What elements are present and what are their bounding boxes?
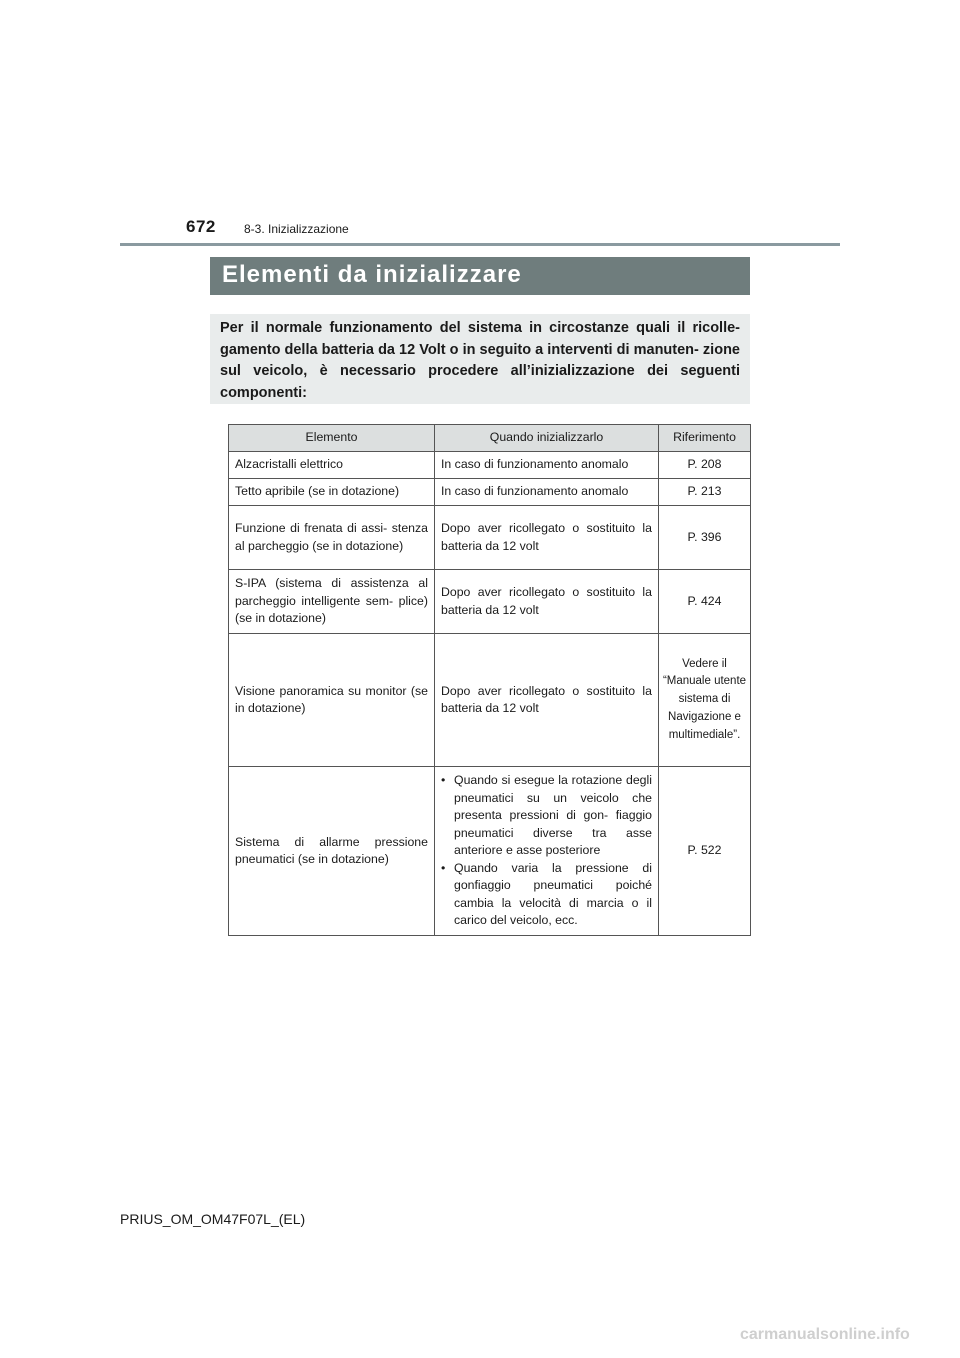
cell-when: In caso di funzionamento anomalo [435,479,659,506]
cell-reference: Vedere il “Manuale utente sistema di Navigazione e multimediale”. [659,634,751,767]
column-header-when: Quando inizializzarlo [435,425,659,452]
cell-when: Dopo aver ricollegato o sostituito la batteria da 12 volt [435,634,659,767]
cell-when: In caso di funzionamento anomalo [435,452,659,479]
table-row [229,634,751,767]
table-row [229,570,751,634]
cell-item: Funzione di frenata di assi- stenza al parcheggio (se in dotazione) [229,506,435,570]
intro-box [210,314,750,404]
table-row [229,452,751,479]
table-row [229,479,751,506]
cell-reference: P. 424 [659,570,751,634]
when-bullet-list [441,772,652,930]
table-row [229,767,751,936]
table-header-row [229,425,751,452]
page-title: Elementi da inizializzare [222,261,522,288]
column-header-element: Elemento [229,425,435,452]
list-item: • Quando si esegue la rotazione degli pneumatici su un veicolo che presenta pressioni di gon- fiaggio pneumatici diverse tra asse anteriore e asse posteriore [441,772,652,860]
cell-when [435,767,659,936]
cell-item: S-IPA (sistema di assistenza al parcheggio intelligente sem- plice) (se in dotazione) [229,570,435,634]
watermark: carmanualsonline.info [740,1326,910,1343]
table-row [229,506,751,570]
header-divider [120,243,840,246]
cell-when: Dopo aver ricollegato o sostituito la batteria da 12 volt [435,506,659,570]
cell-reference: P. 396 [659,506,751,570]
intro-text: Per il normale funzionamento del sistema in circostanze quali il ricolle- gamento della batteria da 12 Volt o in seguito a interventi di manuten- zione sul veicolo, è necessario procedere all’inizializzazione dei seguenti componenti: [220,320,740,401]
section-label: 8-3. Inizializzazione [244,222,349,236]
document-code: PRIUS_OM_OM47F07L_(EL) [120,1211,306,1227]
list-item: • Quando varia la pressione di gonfiaggio pneumatici poiché cambia la velocità di marcia o il carico del veicolo, ecc. [441,860,652,930]
cell-item: Tetto apribile (se in dotazione) [229,479,435,506]
page-number: 672 [186,217,216,236]
cell-reference: P. 208 [659,452,751,479]
cell-item: Alzacristalli elettrico [229,452,435,479]
cell-reference: P. 522 [659,767,751,936]
cell-when: Dopo aver ricollegato o sostituito la batteria da 12 volt [435,570,659,634]
column-header-reference: Riferimento [659,425,751,452]
cell-item: Sistema di allarme pressione pneumatici (se in dotazione) [229,767,435,936]
cell-item: Visione panoramica su monitor (se in dotazione) [229,634,435,767]
cell-reference: P. 213 [659,479,751,506]
title-bar [210,257,750,295]
initialization-table [228,424,751,936]
